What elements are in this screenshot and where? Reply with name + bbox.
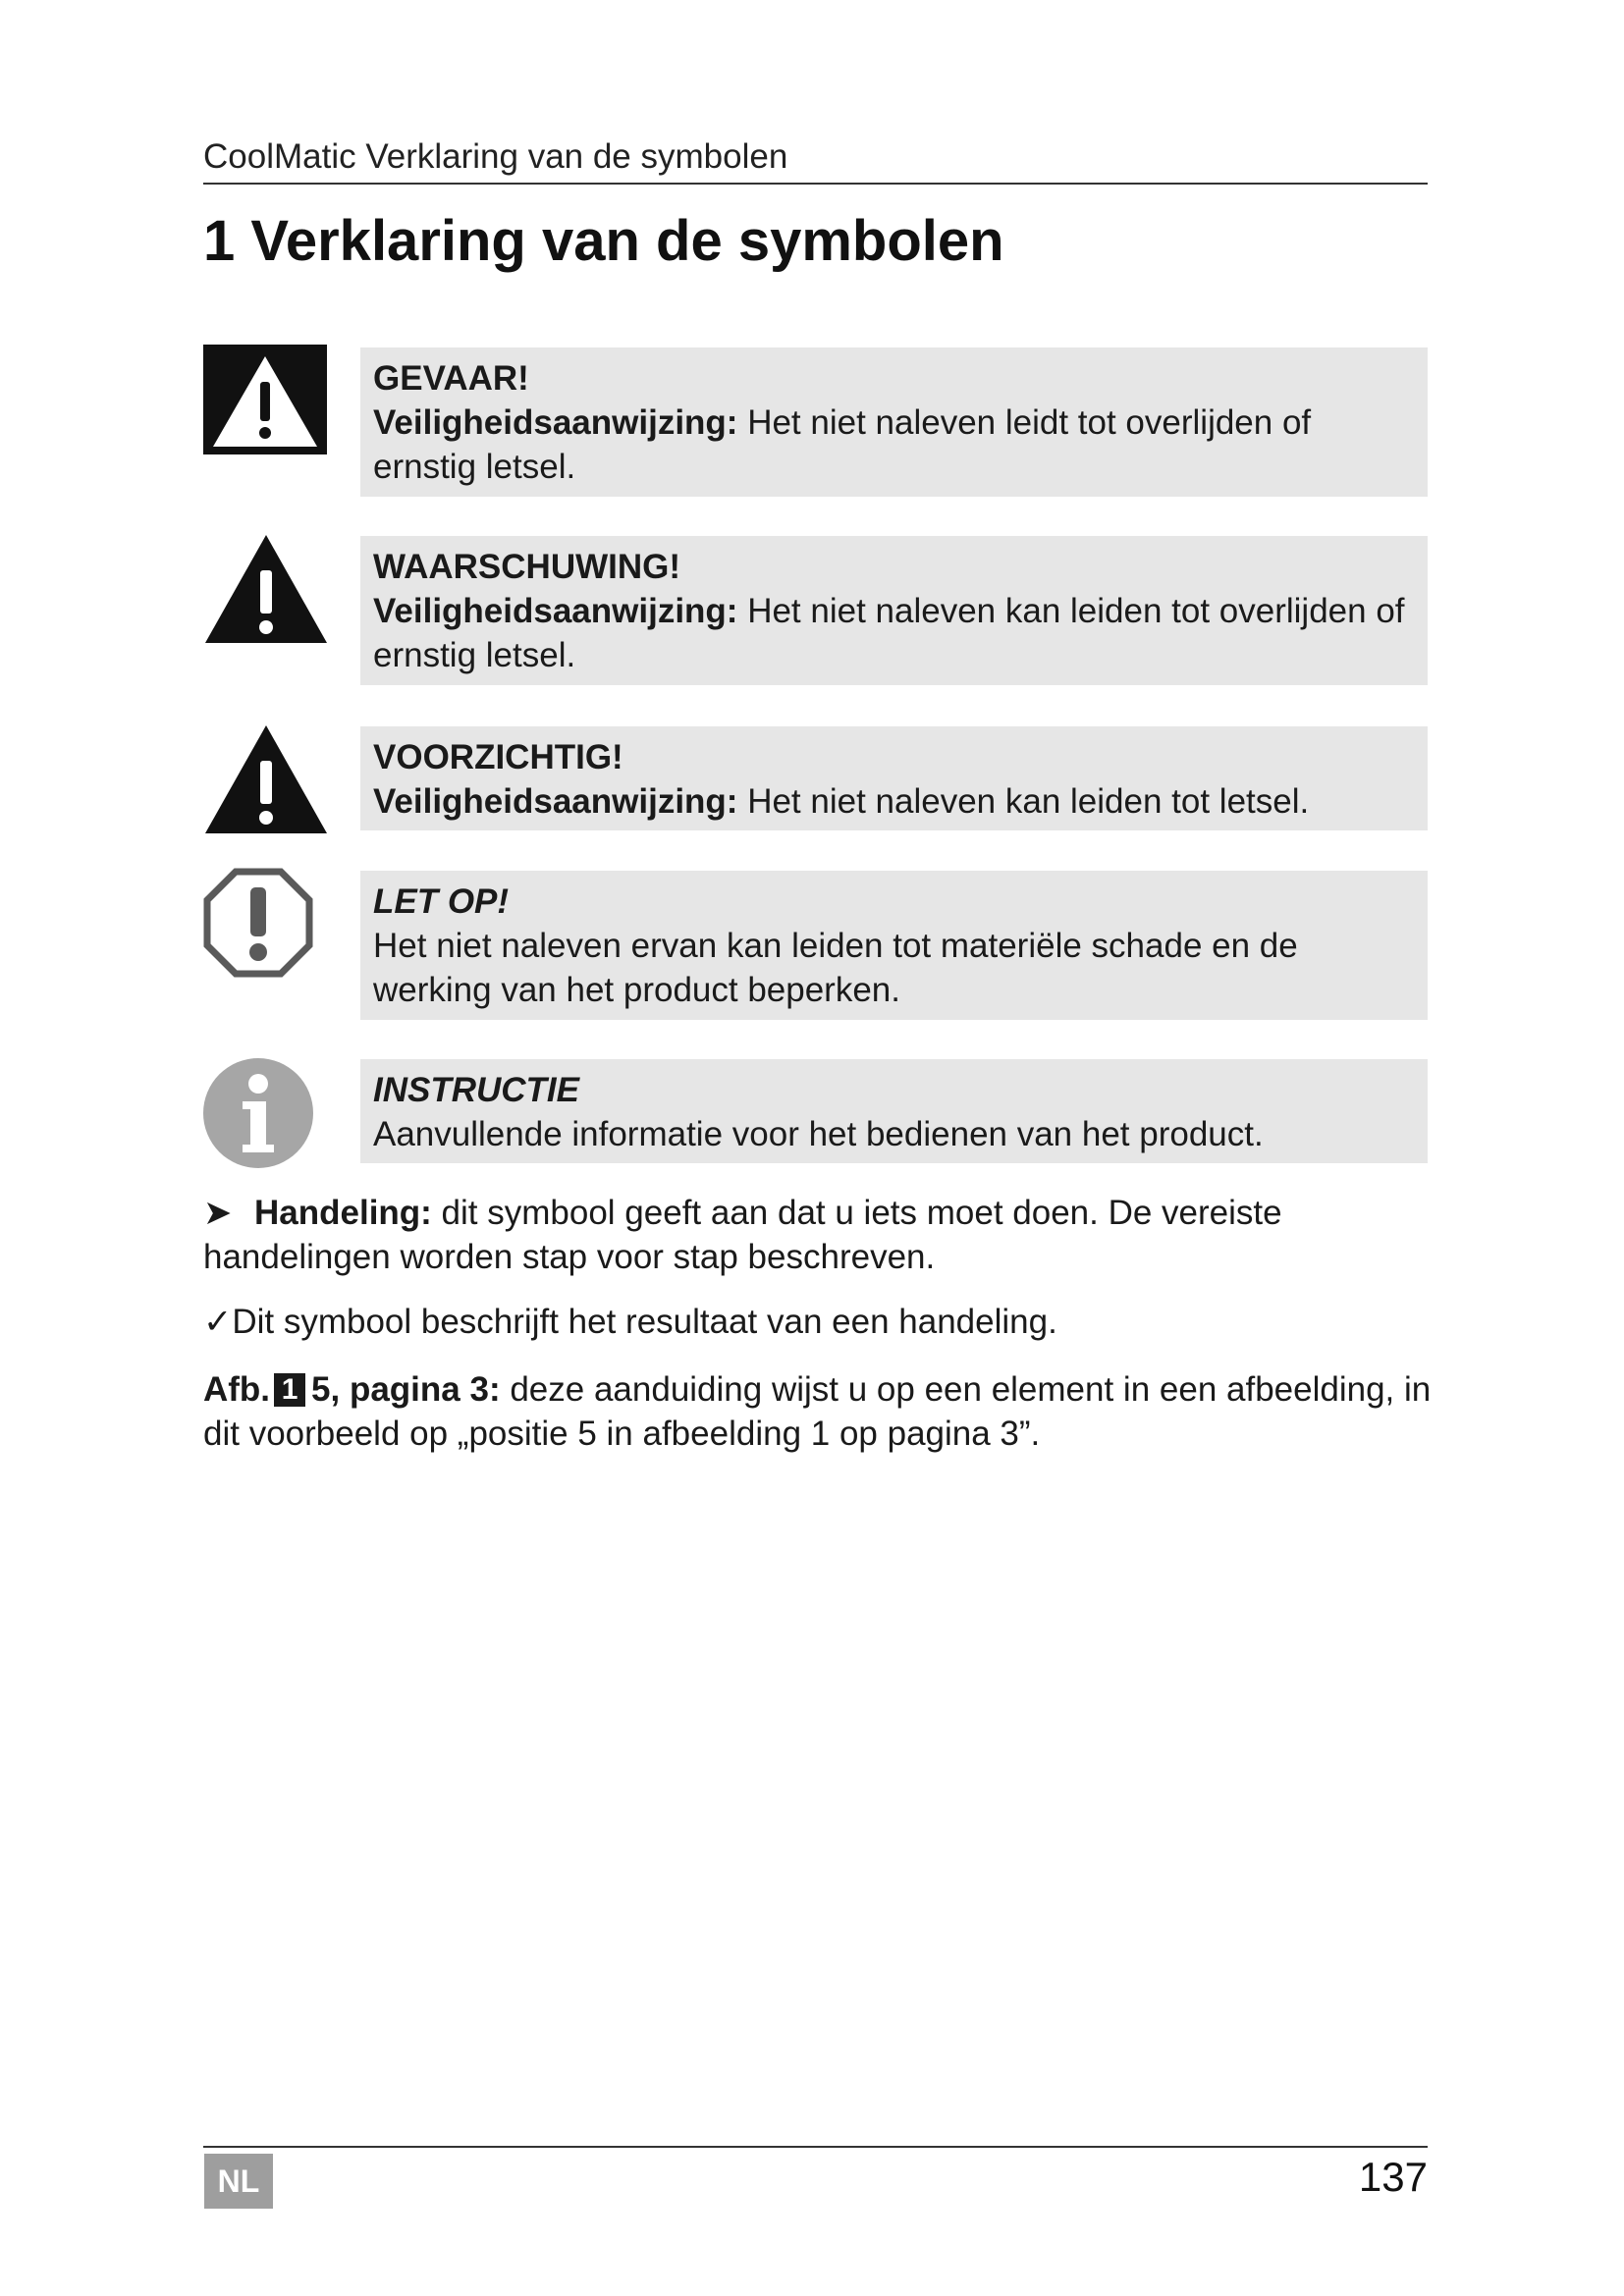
notice-warning — [360, 536, 1428, 685]
figure-ref-position: 5, pagina 3: — [311, 1370, 501, 1409]
warning-icon — [203, 533, 329, 645]
handeling-text: dit symbool geeft aan dat u iets moet doen. De vereiste handelingen worden stap voor stap beschreven. — [203, 1194, 1282, 1276]
result-paragraph — [203, 1300, 1440, 1344]
notice-title: INSTRUCTIE — [373, 1071, 579, 1109]
notice-title: LET OP! — [373, 882, 510, 921]
notice-lead: Veiligheidsaanwijzing: — [373, 782, 738, 821]
notice-text: Het niet naleven leidt tot overlijden of ernstig letsel. — [373, 403, 1312, 486]
result-text: Dit symbool beschrijft het resultaat van een handeling. — [232, 1303, 1057, 1341]
running-header: CoolMatic Verklaring van de symbolen — [203, 137, 788, 176]
notice-text: Aanvullende informatie voor het bedienen van het product. — [373, 1115, 1264, 1153]
notice-title: VOORZICHTIG! — [373, 738, 623, 776]
danger-icon — [203, 345, 327, 454]
notice-text: Het niet naleven ervan kan leiden tot materiële schade en de werking van het product beperken. — [373, 927, 1298, 1009]
notice-text: Het niet naleven kan leiden tot overlijden of ernstig letsel. — [373, 592, 1405, 674]
handeling-lead: Handeling: — [254, 1194, 432, 1232]
notice-title: WAARSCHUWING! — [373, 548, 681, 586]
handeling-paragraph — [203, 1191, 1440, 1279]
notice-danger — [360, 347, 1428, 497]
caution-icon — [203, 723, 329, 835]
notice-octagon-icon — [203, 868, 313, 978]
figure-reference-paragraph — [203, 1367, 1436, 1456]
notice-caution — [360, 726, 1428, 830]
notice-title: GEVAAR! — [373, 359, 529, 398]
language-badge: NL — [204, 2154, 273, 2209]
notice-lead: Veiligheidsaanwijzing: — [373, 403, 738, 442]
figure-number-badge: 1 — [274, 1373, 305, 1407]
header-rule — [203, 183, 1428, 185]
notice-instruction — [360, 1059, 1428, 1163]
check-icon: ✓ — [203, 1303, 233, 1341]
notice-attention — [360, 871, 1428, 1020]
footer-rule — [203, 2146, 1428, 2148]
notice-lead: Veiligheidsaanwijzing: — [373, 592, 738, 630]
page-number: 137 — [1358, 2154, 1428, 2200]
info-icon — [203, 1058, 313, 1168]
figure-ref-text: deze aanduiding wijst u op een element in een afbeelding, in dit voorbeeld op „positie 5 in afbeelding 1 op pagina 3”. — [203, 1370, 1432, 1453]
page-title: 1 Verklaring van de symbolen — [203, 209, 1004, 273]
figure-ref-lead: Afb. — [203, 1370, 271, 1409]
arrow-icon: ➤ — [203, 1194, 233, 1232]
notice-text: Het niet naleven kan leiden tot letsel. — [737, 782, 1310, 821]
